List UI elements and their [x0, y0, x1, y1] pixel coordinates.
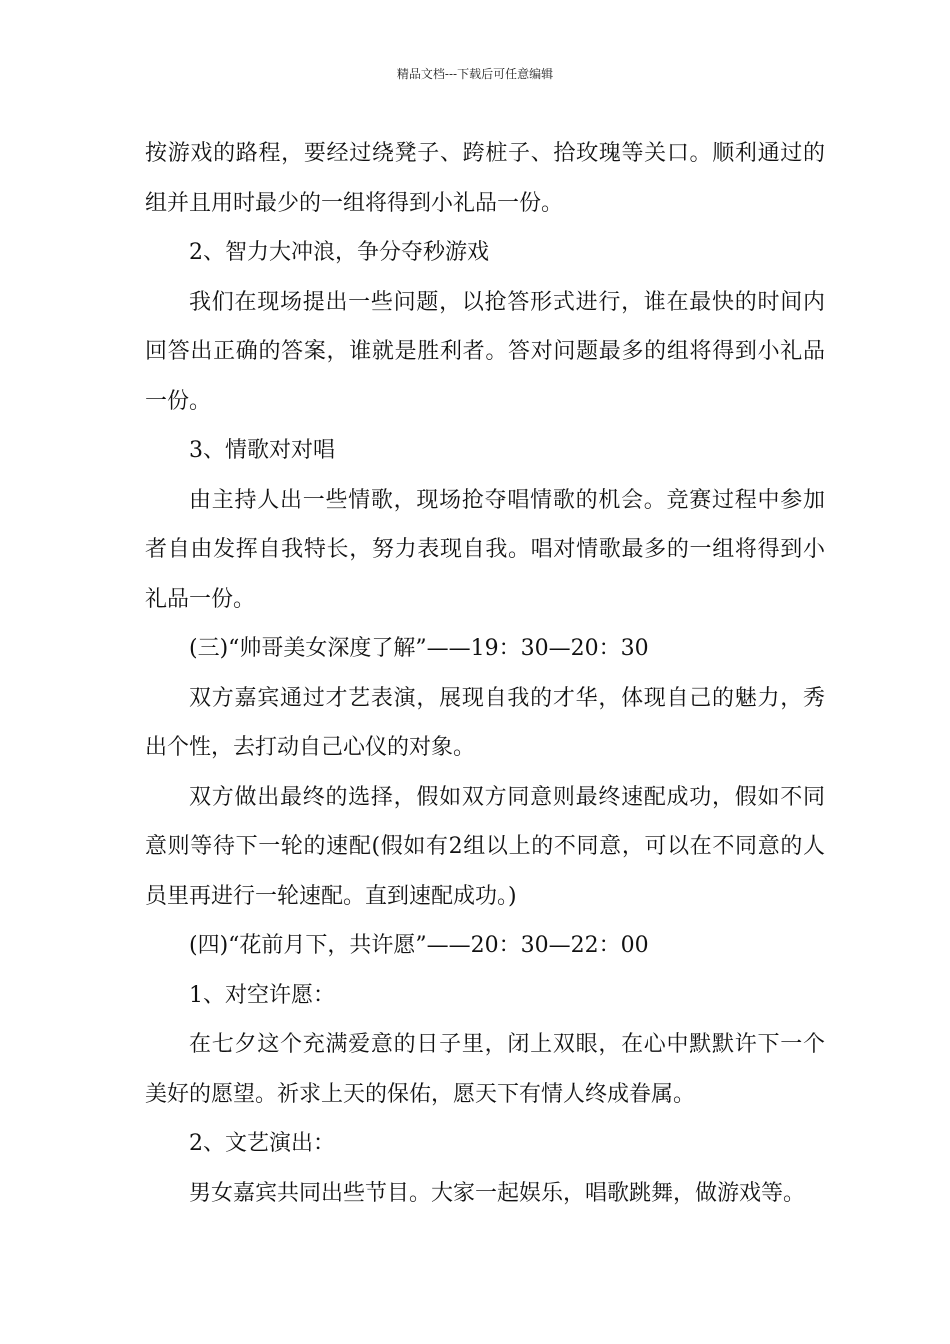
document-body — [145, 129, 825, 1218]
paragraph-make-wish: 在七夕这个充满爱意的日子里，闭上双眼，在心中默默许下一个美好的愿望。祈求上天的保佑，愿天下有情人终成眷属。 — [145, 1032, 825, 1107]
page-header: 精品文档---下载后可任意编辑 — [396, 67, 554, 81]
heading-section-three: (三)“帅哥美女深度了解”——19：30—20：30 — [189, 636, 649, 661]
heading-love-song: 3、情歌对对唱 — [189, 438, 335, 463]
paragraph-performance: 男女嘉宾共同出些节目。大家一起娱乐，唱歌跳舞，做游戏等。 — [189, 1180, 806, 1206]
paragraph-game-route: 按游戏的路程，要经过绕凳子、跨桩子、拾玫瑰等关口。顺利通过的组并且用时最少的一组将得到小礼品一份。 — [145, 141, 825, 216]
heading-intelligence-game: 2、智力大冲浪，争分夺秒游戏 — [189, 240, 489, 265]
paragraph-love-song: 由主持人出一些情歌，现场抢夺唱情歌的机会。竞赛过程中参加者自由发挥自我特长，努力表现自我。唱对情歌最多的一组将得到小礼品一份。 — [145, 487, 825, 612]
heading-performance: 2、文艺演出： — [189, 1131, 335, 1156]
paragraph-final-choice: 双方做出最终的选择，假如双方同意则最终速配成功，假如不同意则等待下一轮的速配(假如有2组以上的不同意，可以在不同意的人员里再进行一轮速配。直到速配成功。) — [145, 784, 825, 909]
heading-section-four: (四)“花前月下，共许愿”——20：30—22：00 — [189, 933, 649, 958]
paragraph-quiz: 我们在现场提出一些问题，以抢答形式进行，谁在最快的时间内回答出正确的答案，谁就是胜利者。答对问题最多的组将得到小礼品一份。 — [145, 289, 825, 414]
heading-make-wish: 1、对空许愿： — [189, 982, 335, 1008]
paragraph-talent-show: 双方嘉宾通过才艺表演，展现自我的才华，体现自己的魅力，秀出个性，去打动自己心仪的对象。 — [145, 685, 825, 760]
